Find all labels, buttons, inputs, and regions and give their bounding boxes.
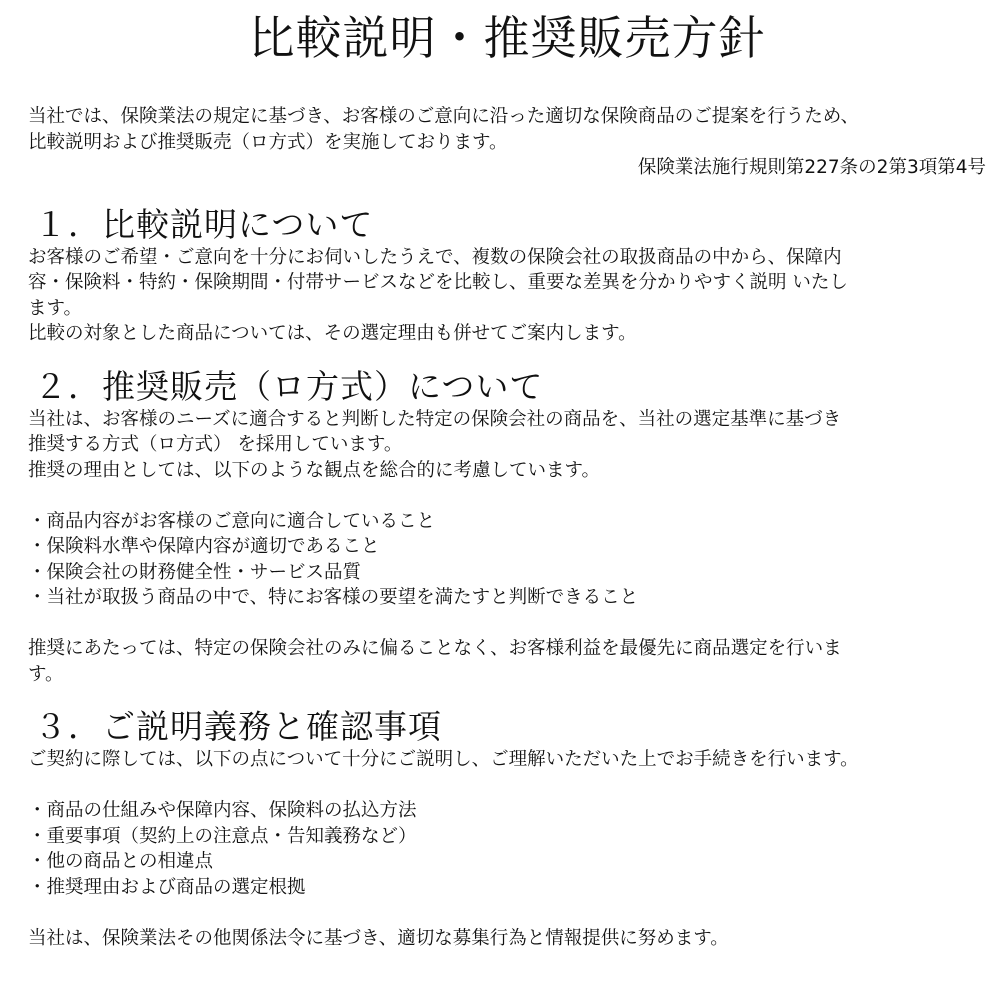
- paragraph-line: 当社は、お客様のニーズに適合すると判断した特定の保険会社の商品を、当社の選定基準に基づき: [28, 408, 842, 430]
- paragraph-line: ます。: [28, 297, 83, 319]
- blank-line: [28, 483, 986, 509]
- list-item: ・保険料水準や保障内容が適切であること: [28, 536, 380, 557]
- blank-line: [28, 900, 986, 926]
- list-item: ・他の商品との相違点: [28, 851, 214, 872]
- paragraph-line: 容・保険料・特約・保険期間・付帯サービスなどを比較し、重要な差異を分かりやすく説明 いたし: [28, 272, 848, 293]
- blank-line: [28, 773, 986, 799]
- intro-block: [28, 104, 986, 181]
- paragraph-line: 推奨にあたっては、特定の保険会社のみに偏ることなく、お客様利益を最優先に商品選定を行いま: [28, 638, 842, 659]
- intro-line: 当社では、保険業法の規定に基づき、お客様のご意向に沿った適切な保険商品のご提案を行うため、: [28, 106, 860, 127]
- list-item: ・重要事項（契約上の注意点・告知義務など）: [28, 825, 417, 847]
- paragraph-line: ご契約に際しては、以下の点について十分にご説明し、ご理解いただいた上でお手続きを行います。: [28, 749, 859, 770]
- blank-line: [28, 611, 986, 637]
- intro-line: 比較説明および推奨販売（ロ方式）を実施しております。: [28, 131, 508, 153]
- list-item: ・当社が取扱う商品の中で、特にお客様の要望を満たすと判断できること: [28, 587, 639, 608]
- section-heading-comparison: １．比較説明について: [34, 204, 374, 244]
- paragraph-line: 推奨の理由としては、以下のような観点を総合的に考慮しています。: [28, 459, 601, 481]
- paragraph-line: 当社は、保険業法その他関係法令に基づき、適切な募集行為と情報提供に努めます。: [28, 927, 729, 949]
- paragraph-line: お客様のご希望・ご意向を十分にお伺いしたうえで、複数の保険会社の取扱商品の中から、保障内: [28, 246, 842, 268]
- section-heading-explanation-duty: ３．ご説明義務と確認事項: [34, 707, 442, 746]
- section-body-recommendation: [28, 407, 986, 688]
- paragraph-line: 比較の対象とした商品については、その選定理由も併せてご案内します。: [28, 323, 637, 344]
- section-heading-recommendation: ２．推奨販売（ロ方式）について: [34, 366, 544, 406]
- list-item: ・商品内容がお客様のご意向に適合していること: [28, 510, 436, 532]
- confirmation-items-list: [28, 798, 986, 900]
- list-item: ・推奨理由および商品の選定根拠: [28, 876, 306, 898]
- paragraph-line: 推奨する方式（ロ方式） を採用しています。: [28, 434, 403, 455]
- legal-citation: 保険業法施行規則第227条の2第3項第4号: [637, 157, 986, 178]
- paragraph-line: す。: [28, 663, 64, 685]
- page-title: 比較説明・推奨販売方針: [248, 11, 766, 65]
- section-body-explanation-duty: [28, 747, 986, 951]
- recommendation-criteria-list: [28, 509, 986, 611]
- list-item: ・保険会社の財務健全性・サービス品質: [28, 561, 362, 583]
- section-body-comparison: [28, 245, 986, 347]
- list-item: ・商品の仕組みや保障内容、保険料の払込方法: [28, 800, 417, 821]
